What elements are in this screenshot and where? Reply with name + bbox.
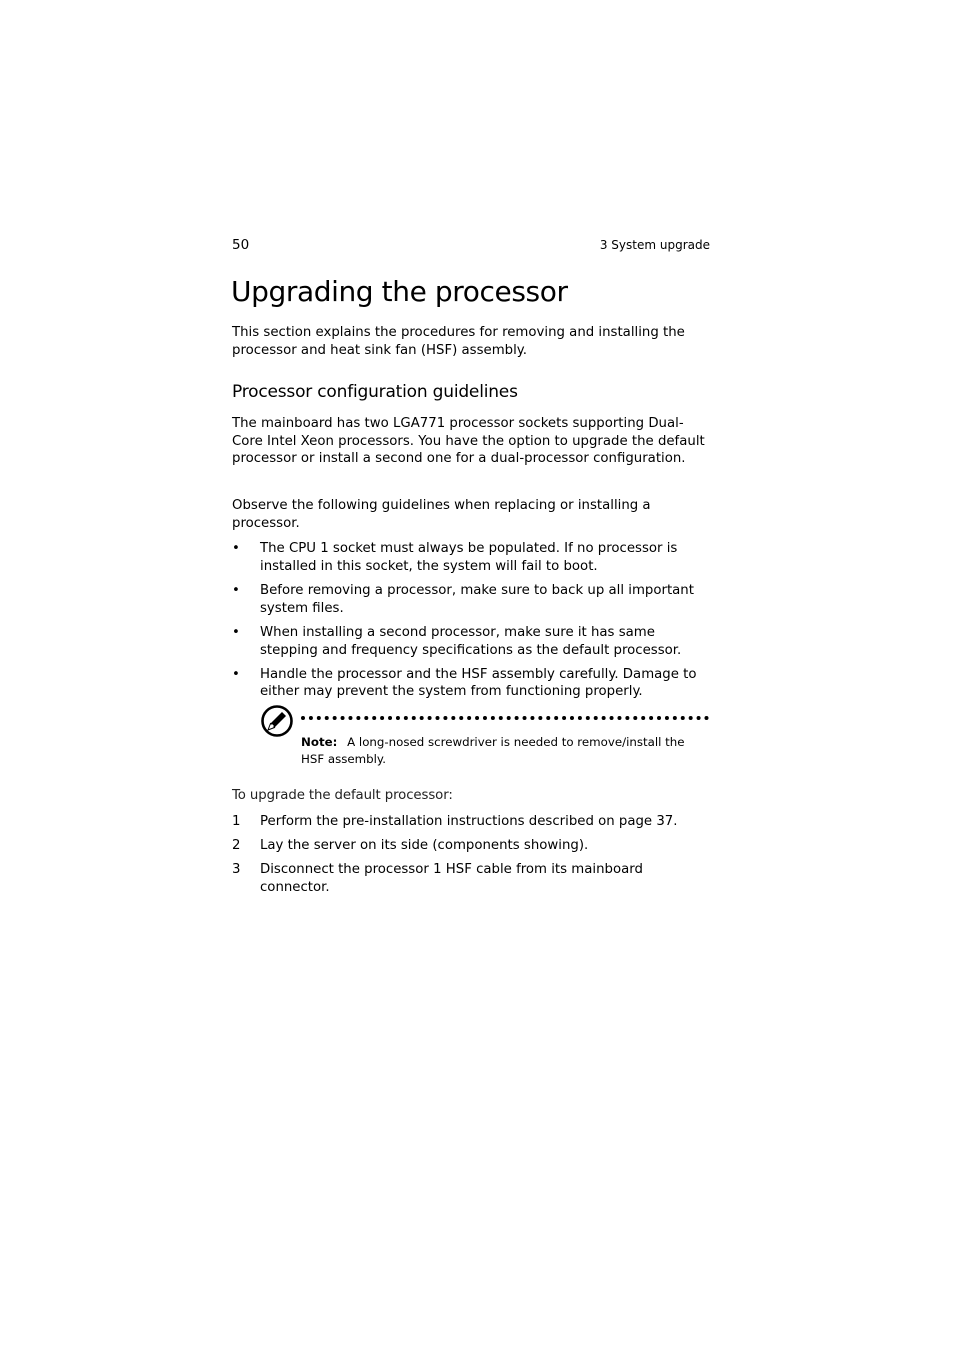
list-item-text: Before removing a processor, make sure to back up all important system files. (260, 582, 694, 616)
bullet-mark: • (232, 541, 240, 556)
list-item-text: Handle the processor and the HSF assembly carefully. Damage to either may prevent the system from functioning properly. (260, 666, 697, 700)
section-paragraph-1: The mainboard has two LGA771 processor sockets supporting Dual-Core Intel Xeon processors. You have the option to upgrade the default processor or install a second one for a dual-processor configuration. (232, 416, 705, 467)
list-item (232, 624, 712, 659)
list-item-text: When installing a second processor, make sure it has same stepping and frequency specifications as the default processor. (260, 624, 682, 658)
step-number: 2 (232, 838, 241, 853)
bullet-mark: • (232, 624, 240, 640)
section-paragraph-2: Observe the following guidelines when replacing or installing a processor. (232, 498, 651, 531)
note-pen-icon (260, 704, 294, 738)
list-item (232, 582, 712, 617)
list-item (232, 540, 712, 575)
note-label: Note: (301, 735, 338, 749)
step-text: Lay the server on its side (components showing). (260, 838, 589, 853)
page-title: Upgrading the processor (231, 275, 568, 308)
step-text: Disconnect the processor 1 HSF cable from its mainboard connector. (260, 862, 643, 895)
note-divider (301, 716, 709, 720)
guidelines-list (232, 540, 712, 708)
step-item (232, 813, 712, 831)
intro-paragraph: This section explains the procedures for removing and installing the processor and heat sink fan (HSF) assembly. (232, 325, 685, 358)
step-text: Perform the pre-installation instructions described on page 37. (260, 814, 678, 829)
list-item-text: The CPU 1 socket must always be populated. If no processor is installed in this socket, the system will fail to boot. (260, 541, 678, 574)
step-item (232, 837, 712, 855)
bullet-mark: • (232, 666, 240, 682)
note-text (301, 734, 711, 768)
procedure-intro: To upgrade the default processor: (232, 788, 453, 803)
step-number: 1 (232, 814, 241, 829)
bullet-mark: • (232, 582, 240, 598)
page-number: 50 (232, 237, 250, 253)
running-header: 3 System upgrade (599, 238, 710, 252)
step-item (232, 861, 712, 896)
step-number: 3 (232, 862, 241, 877)
list-item (232, 666, 712, 701)
procedure-steps (232, 813, 712, 903)
section-heading: Processor configuration guidelines (232, 382, 518, 402)
note-body: A long-nosed screwdriver is needed to remove/install the HSF assembly. (301, 735, 685, 766)
